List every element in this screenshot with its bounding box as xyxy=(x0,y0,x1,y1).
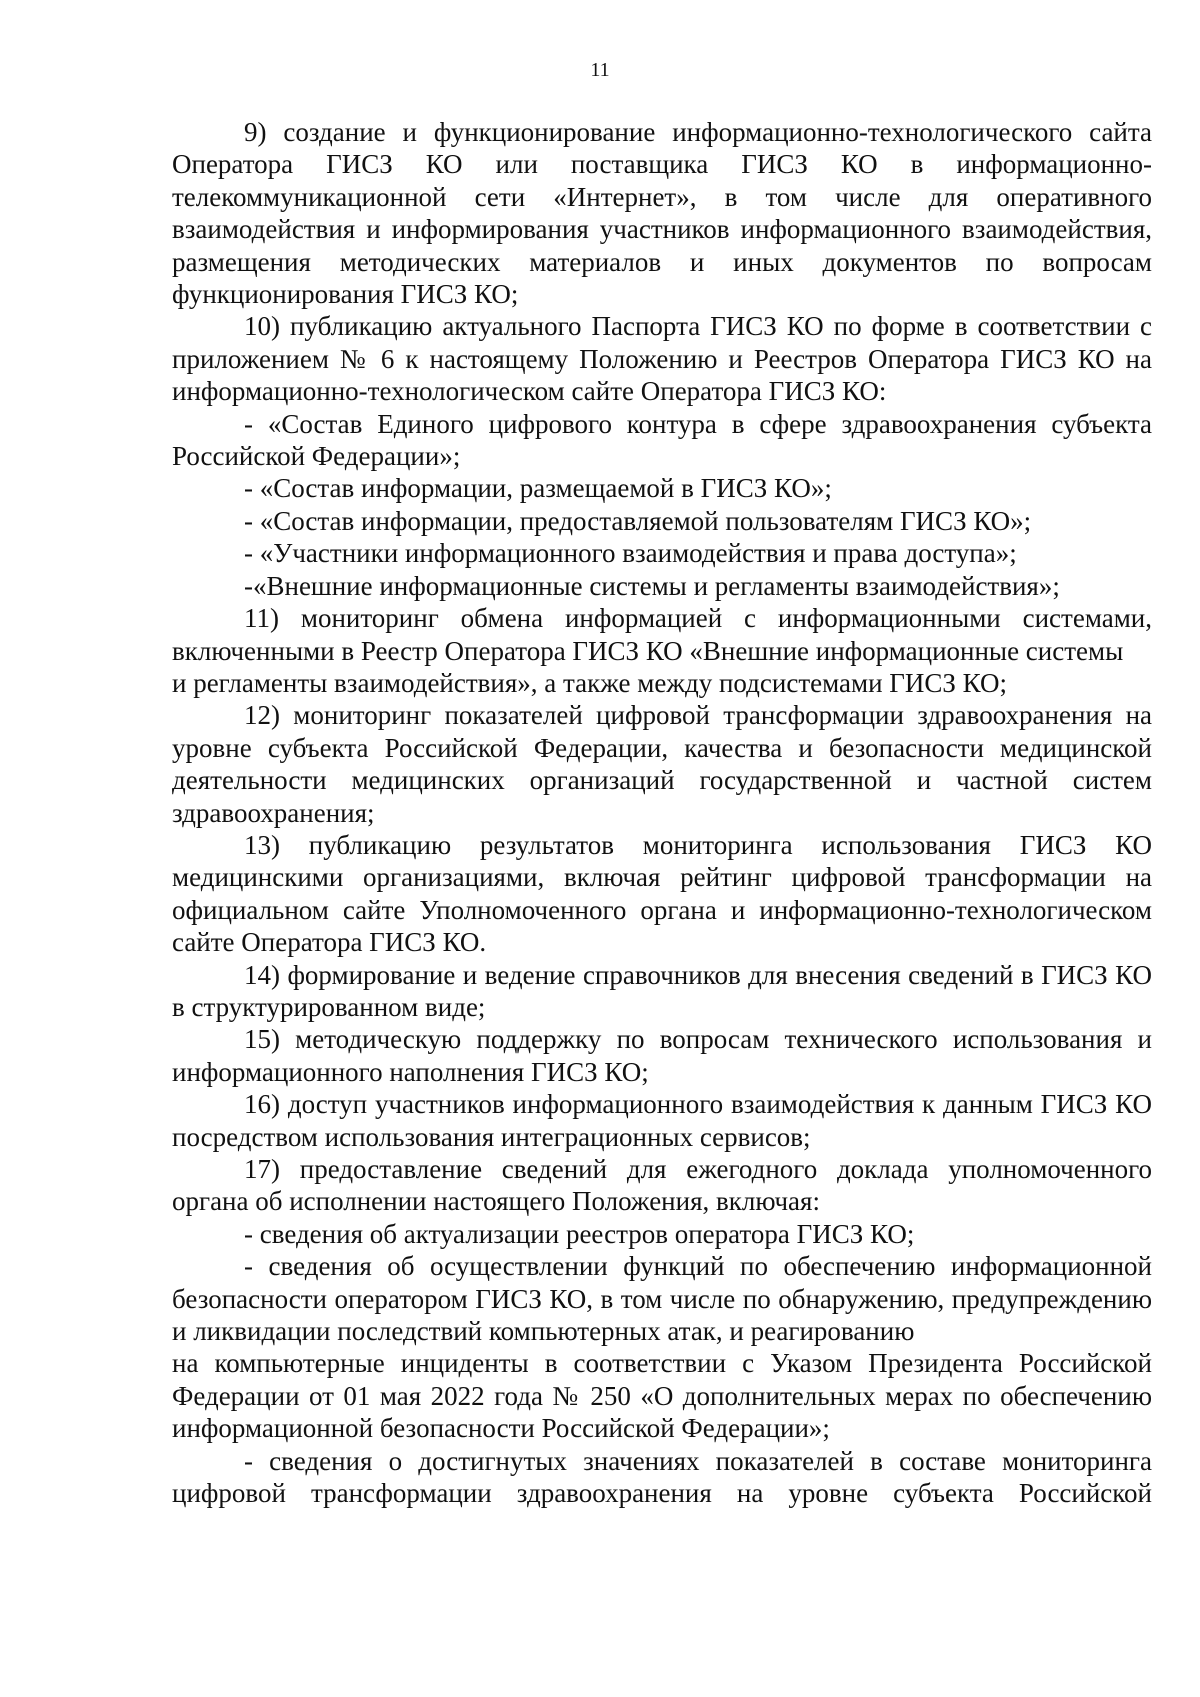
paragraph: 15) методическую поддержку по вопросам технического использования и информационного наполнения ГИСЗ КО; xyxy=(172,1024,1152,1087)
paragraph: - сведения о достигнутых значениях показателей в составе мониторинга цифровой трансформации здравоохранения на уровне субъекта Российской xyxy=(172,1445,1152,1509)
paragraph: - «Состав информации, предоставляемой пользователям ГИСЗ КО»; xyxy=(244,505,1032,536)
paragraph: - сведения об актуализации реестров оператора ГИСЗ КО; xyxy=(244,1218,915,1249)
paragraph: 9) создание и функционирование информационно-технологического сайта Оператора ГИСЗ КО или поставщика ГИСЗ КО в информационно-телекоммуникационной сети «Интернет», в том числе для оперативного взаимодействия и информирования участников информационного взаимодействия, размещения методических материалов и иных документов по вопросам функционирования ГИСЗ КО; xyxy=(172,117,1152,310)
paragraph: 17) предоставление сведений для ежегодного доклада уполномоченного органа об исполнении настоящего Положения, включая: xyxy=(172,1154,1152,1217)
paragraph: 10) публикацию актуального Паспорта ГИСЗ КО по форме в соответствии с приложением № 6 к настоящему Положению и Реестров Оператора ГИСЗ КО на информационно-технологическом сайте Оператора ГИСЗ КО: xyxy=(172,311,1152,407)
paragraph: - «Состав Единого цифрового контура в сфере здравоохранения субъекта Российской Федерации»; xyxy=(172,408,1152,472)
paragraph: 13) публикацию результатов мониторинга использования ГИСЗ КО медицинскими организациями, включая рейтинг цифровой трансформации на официальном сайте Уполномоченного органа и информационно-технологическом сайте Оператора ГИСЗ КО. xyxy=(172,829,1152,958)
paragraph: 16) доступ участников информационного взаимодействия к данным ГИСЗ КО посредством использования интеграционных сервисов; xyxy=(172,1089,1152,1152)
document-body xyxy=(172,116,1152,1509)
paragraph: 14) формирование и ведение справочников для внесения сведений в ГИСЗ КО в структурированном виде; xyxy=(172,959,1152,1022)
paragraph: - «Участники информационного взаимодействия и права доступа»; xyxy=(244,538,1017,569)
page-number: 11 xyxy=(590,59,610,81)
paragraph: 12) мониторинг показателей цифровой трансформации здравоохранения на уровне субъекта Российской Федерации, качества и безопасности медицинской деятельности медицинских организаций государственной и частной систем здравоохранения; xyxy=(172,700,1152,828)
paragraph: -«Внешние информационные системы и регламенты взаимодействия»; xyxy=(244,570,1060,601)
paragraph: 11) мониторинг обмена информацией с информационными системами, включенными в Реестр Оператора ГИСЗ КО «Внешние информационные системы xyxy=(172,603,1152,666)
paragraph: и регламенты взаимодействия», а также между подсистемами ГИСЗ КО; xyxy=(172,667,1007,698)
paragraph: на компьютерные инциденты в соответствии с Указом Президента Российской Федерации от 01 мая 2022 года № 250 «О дополнительных мерах по обеспечению информационной безопасности Российской Федерации»; xyxy=(172,1348,1152,1444)
paragraph: - сведения об осуществлении функций по обеспечению информационной безопасности оператором ГИСЗ КО, в том числе по обнаружению, предупреждению и ликвидации последствий компьютерных атак, и реагированию xyxy=(172,1251,1152,1347)
paragraph: - «Состав информации, размещаемой в ГИСЗ КО»; xyxy=(244,473,832,504)
